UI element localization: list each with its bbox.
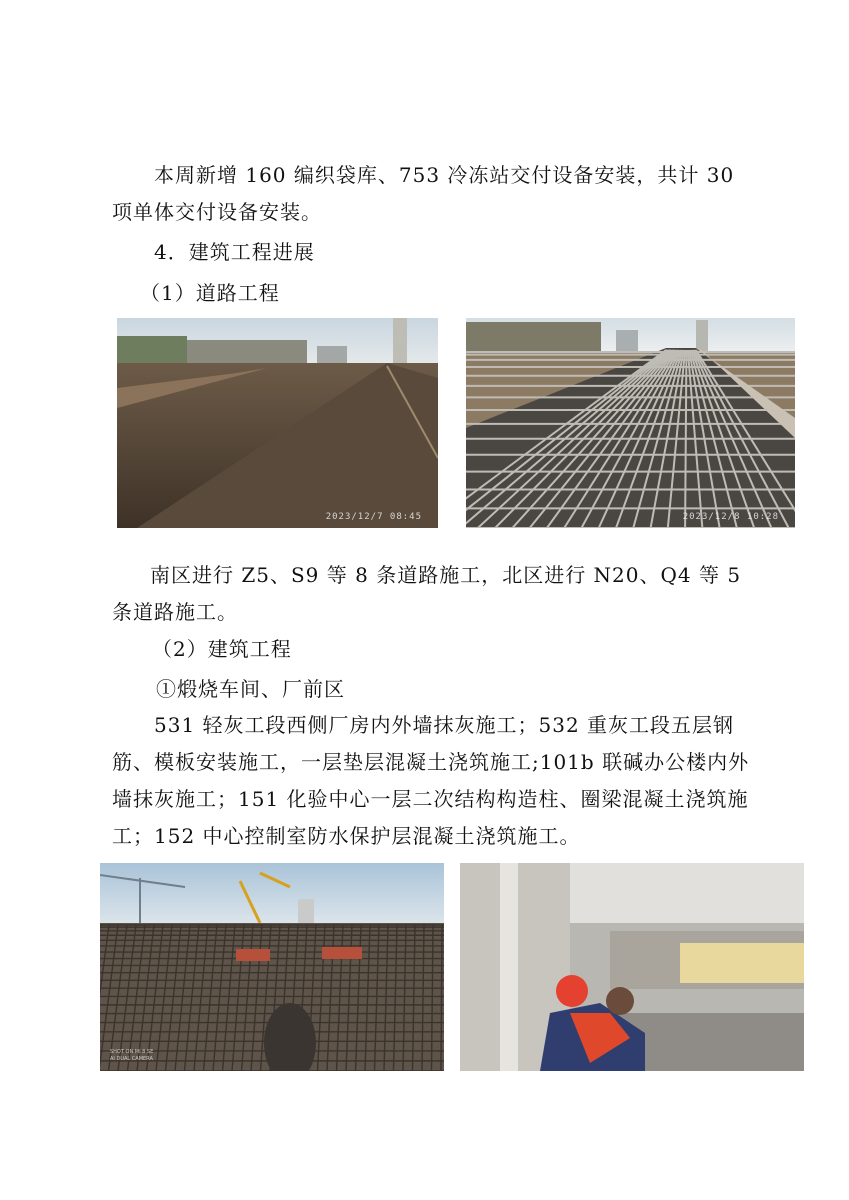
paragraph-road-construction: 南区进行 Z5、S9 等 8 条道路施工，北区进行 N20、Q4 等 5 条道路施工。 bbox=[112, 563, 742, 624]
road-mesh-photo bbox=[466, 318, 795, 528]
heading-building-progress: 4．建筑工程进展 bbox=[154, 240, 315, 264]
wall-plaster-photo bbox=[460, 863, 804, 1071]
paragraph-equipment-delivery: 本周新增 160 编织袋库、753 冷冻站交付设备安装，共计 30 项单体交付设备安装。 bbox=[112, 163, 735, 224]
building-rebar-photo bbox=[100, 863, 444, 1071]
paragraph-building-construction: 531 轻灰工段西侧厂房内外墙抹灰施工；532 重灰工段五层钢筋、模板安装施工，一层垫层混凝土浇筑施工;101b 联碱办公楼内外墙抹灰施工；151 化验中心一层二次结构构造柱、圈梁混凝土浇筑施工；152 中心控制室防水保护层混凝土浇筑施工。 bbox=[112, 713, 750, 848]
heading-calcination-workshop: ①煅烧车间、厂前区 bbox=[156, 677, 345, 701]
watermark-line1: SHOT ON MI 8 SE bbox=[110, 1049, 154, 1055]
heading-road-works: （1）道路工程 bbox=[140, 281, 280, 305]
road-gravel-photo bbox=[117, 318, 438, 528]
photo-timestamp: 2023/12/7 08:45 bbox=[325, 512, 422, 522]
watermark-line2: AI DUAL CAMERA bbox=[110, 1056, 153, 1062]
photo-timestamp: 2023/12/8 10:28 bbox=[682, 512, 779, 522]
heading-building-works: （2）建筑工程 bbox=[152, 637, 292, 661]
